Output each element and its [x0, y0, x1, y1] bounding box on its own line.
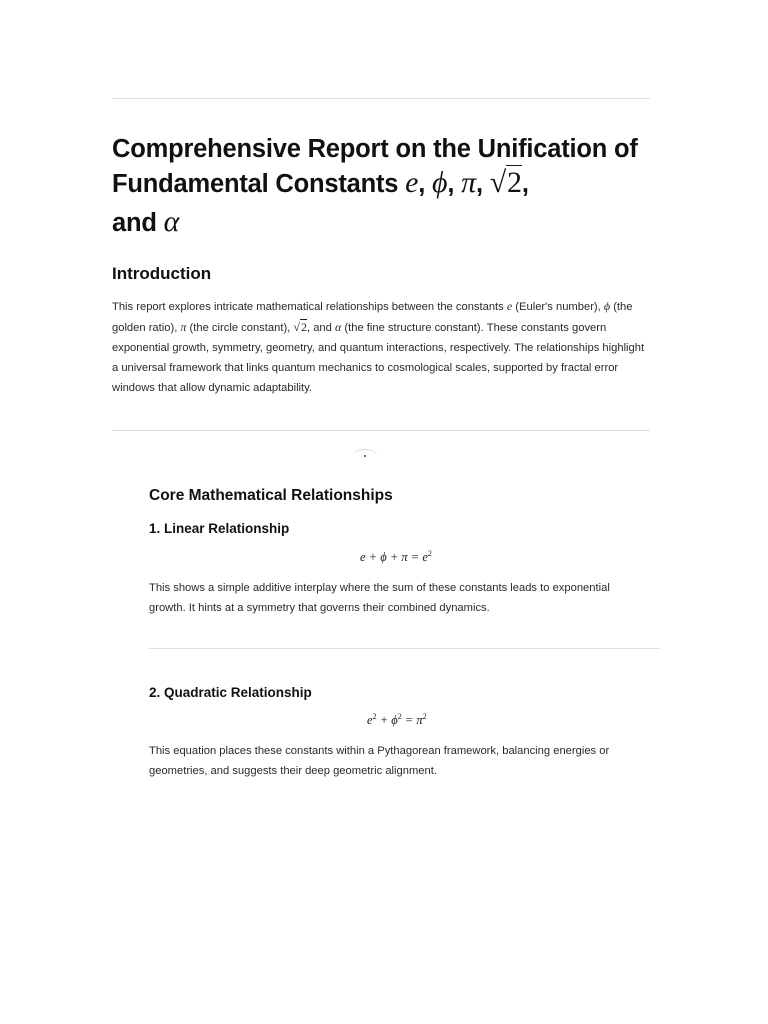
symbol-e: e — [405, 166, 419, 199]
quadratic-relationship-text: This equation places these constants within a Pythagorean framework, balancing energies or geometries, and suggests their deep geometric alignment. — [149, 745, 610, 777]
sqrt-radicand: 2 — [507, 166, 522, 199]
symbol-sqrt-2: √2 — [489, 166, 522, 199]
symbol-pi: π — [461, 166, 476, 199]
page-title: Comprehensive Report on the Unification of Fundamental Constants e, ϕ, π, √2, and α — [112, 135, 638, 238]
intro-text-3: (the golden ratio), — [112, 301, 633, 334]
quadratic-exp-1: 2 — [372, 712, 377, 721]
intro-text-5: , and — [306, 322, 335, 334]
intro-text-1: This report explores intricate mathematical relationships between the constants — [112, 301, 507, 313]
intro-text-4: (the circle constant), — [186, 322, 294, 334]
quadratic-op-2: = π — [401, 713, 423, 728]
title-and: and — [112, 209, 157, 237]
intro-sqrt-radicand: 2 — [300, 320, 307, 334]
section-divider — [112, 430, 650, 431]
intro-symbol-e: e — [506, 299, 513, 313]
introduction-paragraph — [112, 296, 652, 398]
subsection-divider — [149, 648, 660, 649]
quadratic-relationship-heading: 2. Quadratic Relationship — [149, 685, 312, 700]
core-heading: Core Mathematical Relationships — [149, 487, 393, 504]
linear-equation — [360, 549, 432, 565]
linear-relationship-text: This shows a simple additive interplay where the sum of these constants leads to exponential growth. It hints at a symmetry that governs their combined dynamics. — [149, 582, 610, 614]
linear-equation-exponent: 2 — [427, 549, 432, 558]
introduction-heading: Introduction — [112, 264, 212, 283]
quadratic-op-1: + ϕ — [376, 713, 398, 728]
symbol-alpha: α — [163, 205, 180, 238]
title-text: Comprehensive Report on the Unification of Fundamental Constants — [112, 135, 638, 198]
intro-symbol-alpha: α — [334, 320, 342, 334]
quadratic-exp-3: 2 — [422, 712, 427, 721]
intro-symbol-phi: ϕ — [603, 299, 611, 313]
quadratic-term-e: e — [367, 713, 373, 728]
intro-symbol-pi: π — [180, 320, 187, 334]
intro-symbol-sqrt-2: √2 — [293, 320, 307, 334]
linear-equation-lhs: e + ϕ + π = e — [360, 550, 428, 565]
symbol-phi: ϕ — [432, 166, 448, 199]
quadratic-equation — [367, 712, 427, 728]
linear-relationship-heading: 1. Linear Relationship — [149, 521, 290, 536]
quadratic-exp-2: 2 — [397, 712, 402, 721]
intro-text-2: (Euler's number), — [512, 301, 604, 313]
section-marker — [353, 449, 377, 462]
intro-text-6: (the fine structure constant). These constants govern exponential growth, symmetry, geometry, and quantum interactions, respectively. The relationships highlight a universal framework that links quantum mechanics to cosmological scales, supported by fractal error windows that allow dynamic adaptability. — [112, 322, 645, 394]
top-divider — [112, 98, 650, 99]
